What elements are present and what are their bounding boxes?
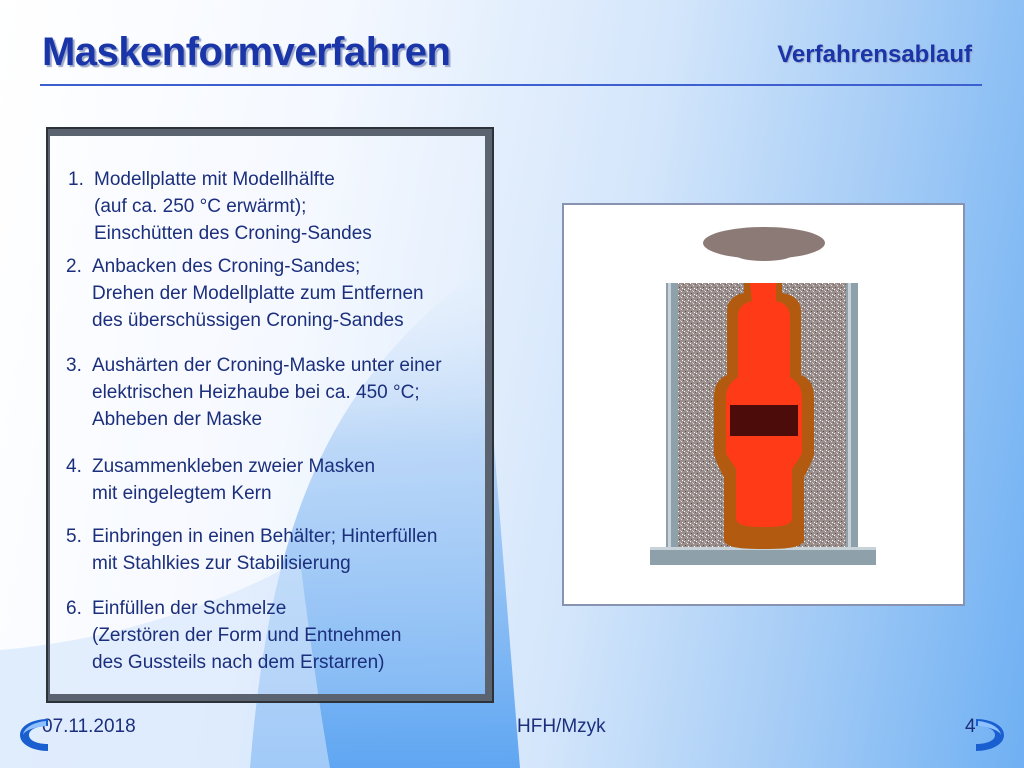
step-4 xyxy=(66,453,375,507)
step-line: Modellplatte mit Modellhälfte xyxy=(94,169,335,190)
process-steps-panel xyxy=(46,127,494,703)
step-line: Abheben der Maske xyxy=(92,409,263,430)
step-line: Einbringen in einen Behälter; Hinterfüllen xyxy=(92,526,438,547)
step-line: mit eingelegtem Kern xyxy=(92,483,272,504)
step-line: (Zerstören der Form und Entnehmen xyxy=(92,625,402,646)
slide-subtitle: Verfahrensablauf xyxy=(777,41,972,68)
step-line: Zusammenkleben zweier Masken xyxy=(92,456,376,477)
core-icon xyxy=(730,405,798,436)
footer-author: HFH/Mzyk xyxy=(517,716,606,737)
step-line: des überschüssigen Croning-Sandes xyxy=(92,310,404,331)
step-line: Drehen der Modellplatte zum Entfernen xyxy=(92,283,424,304)
previous-slide-button[interactable] xyxy=(12,713,56,757)
slide-title: Maskenformverfahren xyxy=(42,30,451,74)
next-slide-button[interactable] xyxy=(968,713,1012,757)
pouring-illustration xyxy=(562,203,965,606)
step-number: 1. xyxy=(68,169,84,190)
step-1 xyxy=(68,166,372,247)
step-line: des Gussteils nach dem Erstarren) xyxy=(92,652,385,673)
step-line: mit Stahlkies zur Stabilisierung xyxy=(92,553,351,574)
step-line: Einschütten des Croning-Sandes xyxy=(94,223,372,244)
step-5 xyxy=(66,523,437,577)
arrow-forward-icon xyxy=(976,719,1004,751)
step-number: 6. xyxy=(66,598,82,619)
step-2 xyxy=(66,253,424,334)
arrow-back-icon xyxy=(20,719,48,751)
step-line: Anbacken des Croning-Sandes; xyxy=(92,256,361,277)
step-number: 3. xyxy=(66,355,82,376)
step-number: 4. xyxy=(66,456,82,477)
ladle-icon xyxy=(703,227,825,261)
step-line: elektrischen Heizhaube bei ca. 450 °C; xyxy=(92,382,420,403)
step-3 xyxy=(66,352,442,433)
pouring-diagram xyxy=(564,205,963,604)
step-number: 2. xyxy=(66,256,82,277)
step-line: Aushärten der Croning-Maske unter einer xyxy=(92,355,442,376)
page-number: 4 xyxy=(965,716,976,737)
footer-date: 07.11.2018 xyxy=(42,716,136,737)
step-line: Einfüllen der Schmelze xyxy=(92,598,287,619)
step-line: (auf ca. 250 °C erwärmt); xyxy=(94,196,307,217)
header-divider xyxy=(40,84,982,86)
step-6 xyxy=(66,595,401,676)
step-number: 5. xyxy=(66,526,82,547)
